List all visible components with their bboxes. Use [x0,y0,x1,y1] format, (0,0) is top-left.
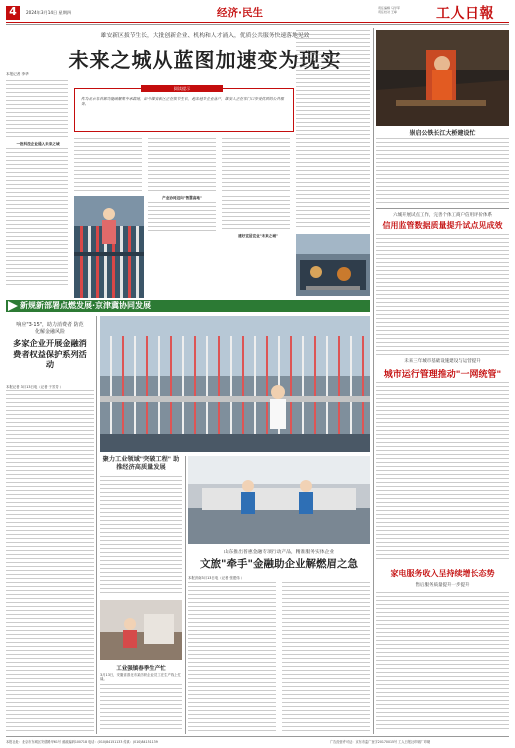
left-story-headline: 多家企业开展金融消费者权益保护系列活动 [13,338,87,369]
lead-byline: 本报记者 李华 [6,72,29,76]
main-bottom-column-2 [282,582,370,732]
main-bottom-column-1 [188,582,276,732]
footer-rule [6,736,509,737]
town-factory-text [100,684,182,732]
editor-note: 责任编辑 马学军 [378,6,400,10]
industry-headline: 聚力工业领域"突破工程" 助推经济高质量发展 [102,456,180,471]
lead-subhead-2: 产业协同迈向"智慧高地" [162,196,202,200]
page-number: 4 [6,6,20,20]
lead-column-2 [74,138,142,194]
editor-note: 责任校对 王峥 [378,9,397,14]
lead-column-3b [222,196,290,232]
textile-photo [100,316,370,452]
column-divider [373,28,374,734]
story2-headline: 城市运行管理推动"一网统管" [383,370,502,380]
lead-subhead-3: 建好宜居宜业"未来之城" [238,234,278,238]
story1-headline: 信用监管数据质量提升试点见成效 [382,221,503,230]
story3-text [376,592,509,730]
editor-notes [378,7,400,15]
lead-column-4 [222,138,290,194]
story3-kicker: 售后服务质量提升一步提升 [415,583,470,588]
banner-text: 新规新部署点燃发展·京津冀协同发展 [20,301,152,310]
lead-column-2b [148,202,216,232]
reading-tip-box [74,88,294,132]
right-divider [376,208,509,209]
masthead-rule [6,22,509,23]
factory-workers-photo [188,456,370,544]
footer-right: 广告经营许可证：京东市监广登字20170015号 工人日报社印刷厂印刷 [330,740,431,744]
bridge-photo [376,30,509,126]
bridge-photo-text [376,138,509,206]
lead-column-1b [6,148,68,288]
footer-left: 本报社址：北京市东城区安德路甲61号 邮政编码100718 电话：(010)84151133 传真：(010)84151139 [6,740,158,744]
lead-photo-production [74,196,144,298]
column-divider [185,456,186,734]
story1-kicker: 六城开展试点工作，完善个体工商户信用评价体系 [393,213,492,218]
bridge-photo-title: 崇启公铁长江大桥建设忙 [409,130,476,137]
story2-text [376,382,509,560]
town-factory-headline: 工业强镇春季生产忙 [116,666,166,672]
left-story-byline: 本报记者 3月13日电（记者 于芳芳 ） [6,385,64,389]
banner-flag-icon [8,301,18,311]
main-bottom-headline: 文旅"牵手"金融助企业解燃眉之急 [200,558,358,570]
industry-text [100,476,182,596]
story1-text [376,234,509,356]
lead-kicker: 雄安新区拔节生长，大批创新企业、机构和人才涌入，优质公共服务快速落地见效 [100,33,310,39]
issue-date: 2024年3月14日 星期四 [26,10,72,15]
story3-headline: 家电服务收入呈持续增长态势 [390,569,495,578]
left-story-kicker: 响应"3·15"，助力消费者 防范化解金融风险 [16,322,84,335]
section-banner [6,300,370,312]
main-bottom-kicker: 山东推出普惠金融专项行动产品，精准服务实体企业 [223,550,335,555]
lead-headline: 未来之城从蓝图加速变为现实 [68,48,342,72]
section-title: 经济·民生 [217,7,263,19]
main-bottom-byline: 本报济南3月13日电（记者 张建伟 ） [188,576,245,580]
town-factory-caption: 3月13日，安徽省淮北市某纺织企业员工在生产线上忙碌。 [100,673,182,682]
left-story-text [6,390,94,732]
town-factory-photo [100,600,182,660]
brand-logo: 工人日報 [436,6,494,22]
story2-kicker: 未来三年城市基础设施建设与运营提升 [404,359,481,364]
reading-tip-text: 作为北京非首都功能疏解集中承载地，如今雄安新区正在拔节生长，越来越多企业落户，雄安人正在家门口享受优质的公共服务。 [81,97,284,106]
column-divider [96,316,97,734]
reading-tip-title: 阅读提示 [141,85,223,92]
lead-column-5 [296,30,370,230]
lead-column-1 [6,80,68,140]
lead-subhead-1: 一批科技企业涌入未来之城 [16,142,60,146]
lead-photo-factory [296,234,370,296]
lead-column-3 [148,138,216,194]
